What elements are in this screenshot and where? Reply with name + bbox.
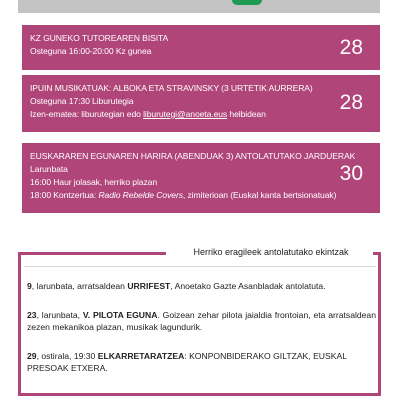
item-text: , Anoetako Gazte Asanbladak antolatuta. [170, 281, 326, 291]
box-title: Herriko eragileek antolatutako ekintzak [193, 247, 349, 257]
registration-suffix: helbidean [227, 109, 266, 119]
divider [24, 266, 376, 267]
green-decoration [232, 0, 262, 5]
item-day: 23 [27, 310, 37, 320]
event-card [22, 75, 380, 132]
event-day: 28 [339, 91, 363, 114]
event-registration [30, 108, 370, 121]
item-text: . Goizean zehar pilota jaialdia frontoian, eta arratsaldean zezen mekanikoa plazan, musikak lagundurik. [27, 310, 376, 332]
event-day: 30 [339, 162, 363, 185]
event-weekday: Larunbata [30, 164, 68, 174]
email-link[interactable]: liburutegi@anoeta.eus [143, 109, 228, 119]
event-time-place: Osteguna 16:00-20:00 Kz gunea [30, 46, 152, 56]
concert-suffix: , zimiterioan (Euskal kanta bertsionatuak) [182, 190, 337, 200]
event-card [22, 143, 380, 213]
item-event-name: V. PILOTA EGUNA [82, 310, 158, 320]
event-title: EUSKARAREN EGUNAREN HARIRA (ABENDUAK 3) ANTOLATUTAKO JARDUERAK [30, 151, 356, 161]
item-day: 9 [27, 281, 32, 291]
event-time-place: Osteguna 17:30 Liburutegia [30, 96, 134, 106]
list-item [27, 280, 376, 292]
item-text: , larunbata, arratsaldean [31, 281, 128, 291]
event-title: KZ GUNEKO TUTOREAREN BISITA [30, 33, 169, 43]
item-text: , ostirala, 19:30 [36, 351, 98, 361]
concert-prefix: 18:00 Kontzertua: [30, 190, 99, 200]
item-day: 29 [27, 351, 37, 361]
frame-border [373, 252, 381, 255]
item-event-name: ELKARRETARATZEA [97, 351, 185, 361]
top-band [18, 0, 380, 13]
event-concert [30, 189, 370, 202]
item-event-name: URRIFEST [127, 281, 171, 291]
item-text: , larunbata, [36, 310, 83, 320]
event-day: 28 [339, 36, 363, 59]
frame-border [18, 252, 166, 255]
event-title: IPUIN MUSIKATUAK: ALBOKA ETA STRAVINSKY (3 URTETIK AURRERA) [30, 83, 313, 93]
registration-text: Izen-ematea: liburutegian edo [30, 109, 144, 119]
item-text: : KONPONBIDERAKO GILTZAK, EUSKAL PRESOAK ETXERA. [27, 351, 347, 373]
event-activity: 16:00 Haur jolasak, herriko plazan [30, 177, 158, 187]
list-item [27, 350, 376, 374]
band-name: Radio Rebelde Covers [98, 190, 183, 200]
event-card [22, 25, 380, 70]
list-item [27, 309, 376, 333]
